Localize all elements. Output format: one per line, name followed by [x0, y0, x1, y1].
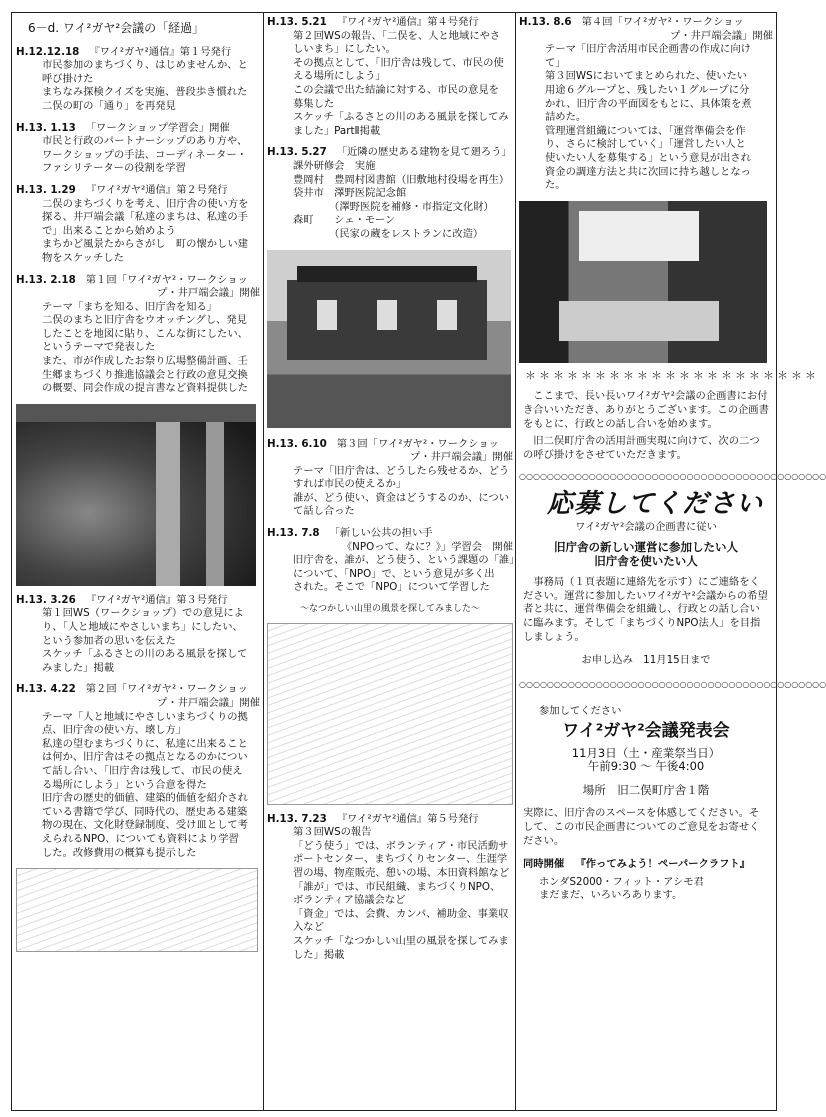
entry-line: る場所にしよう」という合意を得た [42, 778, 207, 791]
entry-header [16, 122, 260, 136]
simultaneous-label: 同時開催 [523, 858, 565, 871]
timeline-entry [16, 184, 260, 266]
entry-title-cont: プ・井戸端会議」開催 [157, 697, 260, 709]
entry-title: 第３回「ワイ²ガヤ²・ワークショッ [336, 437, 499, 450]
entry-title: 第４回「ワイ²ガヤ²・ワークショッ [581, 16, 744, 28]
entry-line: スケッチ「ふるさとの川のある風景を探してみ [293, 111, 509, 124]
entry-line: という参加者の思いを伝えた [42, 634, 176, 647]
entry-title: 第１回「ワイ²ガヤ²・ワークショッ [85, 273, 248, 286]
timeline-entry [16, 683, 260, 860]
entry-line: り、さらに検討していく」「運営したい人と [545, 138, 746, 151]
entry-line: 募集した [293, 97, 335, 110]
entry-line: 第３回WSにおいてまとめられた、使いたい [545, 70, 748, 83]
entry-title-cont: プ・井戸端会議」開催 [157, 287, 260, 300]
entry-line: 課外研修会 実施 [293, 159, 376, 172]
sketch-mountain-village [267, 623, 513, 805]
entry-line: の概要、同会作成の提言書など資料提供した [42, 382, 248, 395]
entry-list [267, 437, 520, 596]
entry-line: 第１回WS（ワークショップ）での意見によ [42, 607, 244, 620]
entry-line: について、「NPO」で、という意見が多く出 [293, 567, 495, 580]
deadline: お申し込み 11月15日まで [581, 654, 711, 667]
entry-line: 第３回WSの報告 [293, 826, 372, 839]
entry-line: は何か、旧庁舎はその拠点となるのかについ [42, 751, 248, 764]
entry-date: H.13. 2.18 [16, 273, 76, 286]
entry-line: したことを地図に貼り、こんな街にしたい、 [42, 327, 248, 340]
entry-list [16, 46, 260, 396]
entry-title: 「ワークショップ学習会」開催 [85, 121, 230, 134]
entry-line: みました」掲載 [42, 661, 115, 674]
entry-date: H.13. 1.13 [16, 121, 76, 134]
entry-list [267, 813, 513, 963]
entry-title-cont: プ・井戸端会議」開催 [670, 29, 773, 42]
entry-line: 点、旧庁舎の使い方、壊し方」 [42, 724, 187, 737]
entry-title: 「新しい公共の担い手 [329, 527, 433, 540]
sketch-caption: ～なつかしい山里の風景を探してみました～ [299, 604, 480, 615]
simultaneous-event [523, 858, 769, 872]
entry-line: また、市が作成したお祭り広場整備計画、壬 [42, 355, 248, 368]
entry-line: というテーマで発表した [42, 341, 156, 354]
entry-line: 資金の調達方法と共に次回に持ち越しとなっ [545, 165, 751, 178]
entry-date: H.13. 7.23 [267, 812, 327, 825]
entry-line: 市民参加のまちづくり、はじめませんか、と [42, 59, 248, 72]
entry-line: 「どう使う」では、ボランティア・市民活動サ [293, 839, 509, 852]
recruit-title: 応募してください [547, 488, 764, 519]
entry-header [16, 683, 260, 697]
entry-header [16, 46, 260, 60]
entry-line: 生郷まちづくり推進協議会と行政の意見交換 [42, 368, 248, 381]
entry-line: 詰めた。 [545, 111, 587, 124]
entry-date: H.13. 5.21 [267, 16, 327, 28]
entry-list [16, 594, 260, 860]
entry-line: テーマ「まちを知る、旧庁舎を知る」 [42, 300, 218, 313]
entry-line: テーマ「旧庁舎は、どうしたら残せるか、どう [293, 464, 510, 477]
entry-line: 袋井市 澤野医院記念館 [293, 187, 407, 200]
entry-line: 用途６グループと、残したい１グループに分 [545, 83, 750, 96]
simultaneous-title: 『作ってみよう！ペーパークラフト』 [575, 858, 750, 871]
entry-date: H.13. 7.8 [267, 527, 320, 540]
entry-title: 第２回「ワイ²ガヤ²・ワークショッ [85, 683, 248, 696]
column-3 [519, 16, 826, 903]
event-invite: 参加してください [539, 705, 622, 718]
entry-line: 豊岡村 豊岡村図書館（旧敷地村役場を再生） [293, 173, 510, 186]
entry-header [16, 184, 260, 198]
entry-line: 私達の望むまちづくりに、私達に出来ること [42, 737, 248, 750]
timeline-entry [16, 122, 260, 176]
timeline-entry [16, 594, 260, 676]
entry-line: この会議で出た結論に対する、市民の意見を [293, 83, 499, 96]
entry-header [16, 594, 260, 608]
entry-line: ポートセンター、まちづくりセンター、生涯学 [293, 853, 508, 866]
entry-line: て話し合い、「旧庁舎は残して、市民の使え [42, 764, 243, 777]
entry-line: ている書籍で学び、同時代の、歴史ある建築 [42, 805, 248, 818]
entry-line: その拠点として、「旧庁舎は残して、市民の使 [293, 56, 504, 69]
entry-line: 第２回WSの報告、「二俣を、人と地域にやさ [293, 29, 501, 42]
recruit-text: 事務局（１頁表題に連絡先を示す）にご連絡をください。運営に参加したいワイ²ガヤ²会議からの希望者と共に、運営準備会を組織し、行政との話し合いに臨みます。そして「まちづくりNPO法人」を目指しましょう。 [523, 576, 768, 643]
entry-line: 二俣の町の「通り」を再発見 [42, 99, 176, 112]
entry-line: かれ、旧庁舎の平面図をもとに、具体策を煮 [545, 97, 752, 110]
entry-line: ワークショップの手法、コーディネーター・ [42, 148, 247, 161]
sketch-townscape [16, 868, 258, 952]
entry-list [267, 16, 513, 242]
simultaneous-line-1: ホンダS2000・フィット・アシモ君 [539, 875, 704, 888]
entry-line: 物をスケッチした [42, 251, 124, 264]
section-title: 6－d. ワイ²ガヤ²会議の「経過」 [28, 21, 205, 35]
entry-line: 二俣のまちづくりを考え、旧庁舎の使い方を [42, 197, 249, 210]
timeline-entry [267, 438, 513, 520]
event-title: ワイ²ガヤ²会議発表会 [562, 721, 730, 741]
entry-title: 「近隣の歴史ある建物を見て廻ろう」 [336, 146, 512, 159]
entry-line: 旧庁舎の歴史的価値、建築的価値を紹介され [42, 792, 248, 805]
entry-header [267, 813, 513, 827]
entry-line: えられるNPO、についても資料により学習 [42, 832, 239, 845]
entry-line: （民家の蔵をレストランに改造） [293, 227, 484, 240]
entry-line: スケッチ「なつかしい山里の風景を探してみま [293, 934, 509, 947]
event-text: 実際に、旧庁舎のスペースを体感してください。そして、この市民企画書についてのご意見をお寄せください。 [523, 807, 760, 847]
recruit-target-2: 旧庁舎を使いたい人 [594, 553, 698, 568]
entry-line: 使いたい人を募集する」という意見が出され [545, 151, 751, 164]
dot-divider: ○○○○○○○○○○○○○○○○○○○○○○○○○○○○○○○○○○○○○○○○○○○○ [519, 679, 826, 689]
entry-title-cont: 《NPOって、なに？》」学習会 開催 [341, 540, 513, 553]
entry-title-cont: プ・井戸端会議」開催 [410, 451, 513, 464]
entry-line: 呼び掛けた [42, 72, 94, 85]
entry-line: 旧庁舎を、誰が、どう使う、という課題の「誰」 [293, 554, 520, 567]
entry-header [267, 527, 513, 541]
entry-line: て話し合った [293, 505, 355, 518]
event-date: 11月3日（土・産業祭当日） [571, 745, 721, 760]
entry-line: しいまち」にしたい。 [293, 43, 396, 56]
timeline-entry [519, 16, 773, 193]
entry-line: 森町 シェ・モーン [293, 214, 396, 227]
entry-line: 管理運営組織については、「運営準備会を作 [545, 124, 746, 137]
entry-header [267, 438, 513, 452]
recruit-subtitle: ワイ²ガヤ²会議の企画書に従い [575, 521, 717, 534]
photo-workshop-meeting [519, 201, 767, 363]
entry-line: ファシリテーターの役割を学習 [42, 162, 186, 175]
entry-list [519, 16, 773, 193]
entry-line: スケッチ「ふるさとの川のある風景を探して [42, 648, 248, 661]
event-place: 場所 旧二俣町庁舎１階 [582, 782, 710, 797]
entry-header [16, 274, 260, 288]
entry-line: テーマ「人と地域にやさしいまちづくりの拠 [42, 710, 248, 723]
entry-line: て」 [545, 56, 566, 69]
column-1 [16, 16, 260, 952]
entry-line: ました」PartⅡ掲載 [293, 124, 381, 137]
entry-title: 『ワイ²ガヤ²通信』第２号発行 [85, 183, 228, 196]
column-divider [263, 12, 264, 1111]
entry-line: 習の場、物産販売、憩いの場、本田資料館など [293, 867, 510, 879]
entry-line: 市民と行政のパートナーシップのあり方や、 [42, 135, 248, 148]
entry-line: で」出来ることから始めよう [42, 224, 176, 237]
entry-line: り、「人と地域にやさしいまち」にしたい、 [42, 621, 243, 634]
event-time: 午前9:30 ～ 午後4:00 [587, 759, 705, 774]
dot-divider: ○○○○○○○○○○○○○○○○○○○○○○○○○○○○○○○○○○○○○○○○○○○○ [519, 472, 826, 482]
entry-title: 『ワイ²ガヤ²通信』第５号発行 [336, 812, 479, 825]
timeline-entry [267, 16, 513, 138]
entry-date: H.13. 1.29 [16, 183, 76, 196]
closing-paragraph-2: 旧二俣町庁舎の活用計画実現に向けて、次の二つの呼び掛けをさせていただきます。 [523, 435, 760, 461]
entry-line: える場所にしよう」 [293, 70, 386, 83]
entry-header [519, 16, 773, 30]
photo-old-building-interior [16, 404, 256, 586]
entry-date: H.13. 5.27 [267, 146, 327, 159]
entry-header [267, 16, 513, 30]
entry-line: 「資金」では、会費、カンパ、補助金、事業収 [293, 907, 509, 920]
entry-title: 『ワイ²ガヤ²通信』第４号発行 [336, 16, 479, 28]
timeline-entry [16, 274, 260, 396]
recruit-target-1: 旧庁舎の新しい運営に参加したい人 [554, 540, 738, 555]
photo-historic-building [267, 250, 511, 428]
timeline-entry [267, 813, 513, 963]
timeline-entry [16, 46, 260, 114]
entry-line: まちかど風景たからさがし 町の懐かしい建 [42, 238, 248, 251]
entry-line: した。改修費用の概算も提示した [42, 846, 197, 859]
entry-line: （澤野医院を補修・市指定文化財） [293, 200, 494, 213]
entry-header [267, 146, 513, 160]
column-2 [267, 16, 520, 970]
timeline-entry [267, 527, 520, 595]
entry-line: た。 [545, 179, 566, 192]
entry-line: 二俣のまちと旧庁舎をウオッチングし、発見 [42, 314, 247, 327]
simultaneous-line-2: まだまだ、いろいろあります。 [539, 889, 683, 902]
entry-date: H.13. 8.6 [519, 16, 572, 28]
timeline-entry [267, 146, 513, 241]
entry-line: すれば市民の使えるか」 [293, 478, 407, 491]
entry-line: された。そこで「NPO」について学習した [293, 581, 490, 594]
entry-date: H.13. 4.22 [16, 683, 76, 696]
star-divider: ＊＊＊＊＊＊＊＊＊＊＊＊＊＊＊＊＊＊＊＊＊ [525, 368, 819, 382]
entry-title: 『ワイ²ガヤ²通信』第１号発行 [89, 45, 232, 58]
entry-line: まちなみ探検クイズを実施、普段歩き慣れた [42, 86, 248, 99]
entry-line: 物の現在、文化財登録制度、受け皿として考 [42, 819, 248, 832]
entry-title: 『ワイ²ガヤ²通信』第３号発行 [85, 593, 228, 606]
entry-date: H.13. 3.26 [16, 593, 76, 606]
entry-line: 誰が、どう使い、資金はどうするのか、につい [293, 491, 510, 504]
entry-line: テーマ「旧庁舎活用市民企画書の作成に向け [545, 43, 751, 56]
entry-line: 「誰が」では、市民組織、まちづくりNPO、 [293, 880, 501, 893]
entry-line: 入など [293, 921, 324, 934]
entry-line: 探る、井戸端会議「私達のまちは、私達の手 [42, 211, 248, 224]
entry-date: H.12.12.18 [16, 45, 80, 58]
entry-line: ボランティア協議会など [293, 894, 406, 907]
closing-paragraph-1: ここまで、長い長いワイ²ガヤ²会議の企画書にお付き合いいただき、ありがとうございます。この企画書をもとに、行政との話し合いを始めます。 [523, 390, 769, 430]
entry-date: H.13. 6.10 [267, 437, 327, 450]
entry-line: した」掲載 [293, 948, 345, 961]
